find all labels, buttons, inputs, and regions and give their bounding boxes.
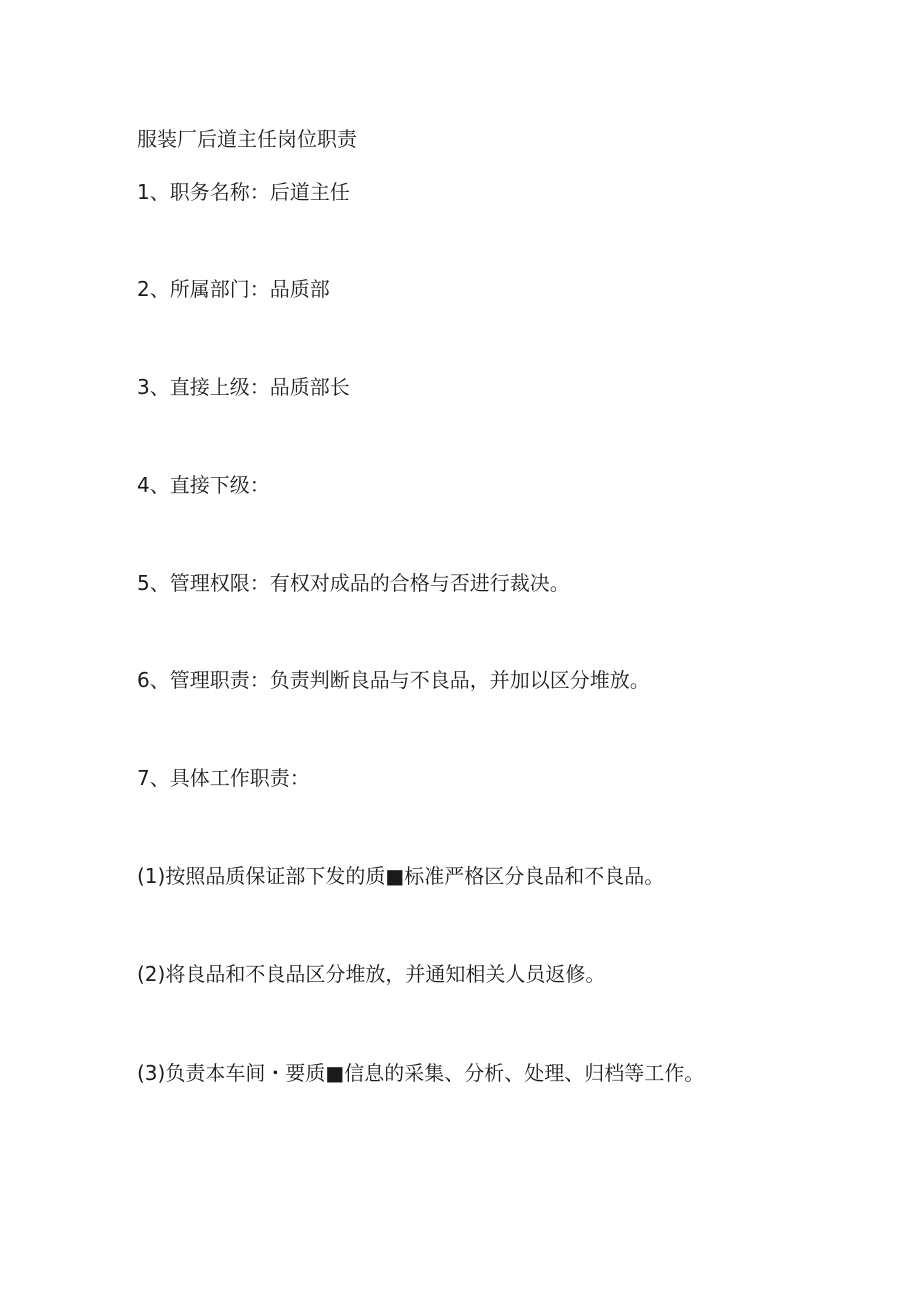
item-responsibility: 6、管理职责：负责判断良品与不良品，并加以区分堆放。 [137,668,650,692]
item-department: 2、所属部门：品质部 [137,277,330,301]
duty-item-1: (1)按照品质保证部下发的质■标准严格区分良品和不良品。 [137,864,665,888]
item-specific-duties-heading: 7、具体工作职责： [137,766,310,790]
item-direct-subordinate: 4、直接下级： [137,473,270,497]
item-direct-superior: 3、直接上级：品质部长 [137,375,350,399]
document-title: 服装厂后道主任岗位职责 [137,127,357,151]
item-job-title: 1、职务名称：后道主任 [137,180,350,204]
item-authority: 5、管理权限：有权对成品的合格与否进行裁决。 [137,571,570,595]
duty-item-2: (2)将良品和不良品区分堆放，并通知相关人员返修。 [137,962,606,986]
duty-item-3: (3)负责本车间・要质■信息的采集、分析、处理、归档等工作。 [137,1061,705,1085]
